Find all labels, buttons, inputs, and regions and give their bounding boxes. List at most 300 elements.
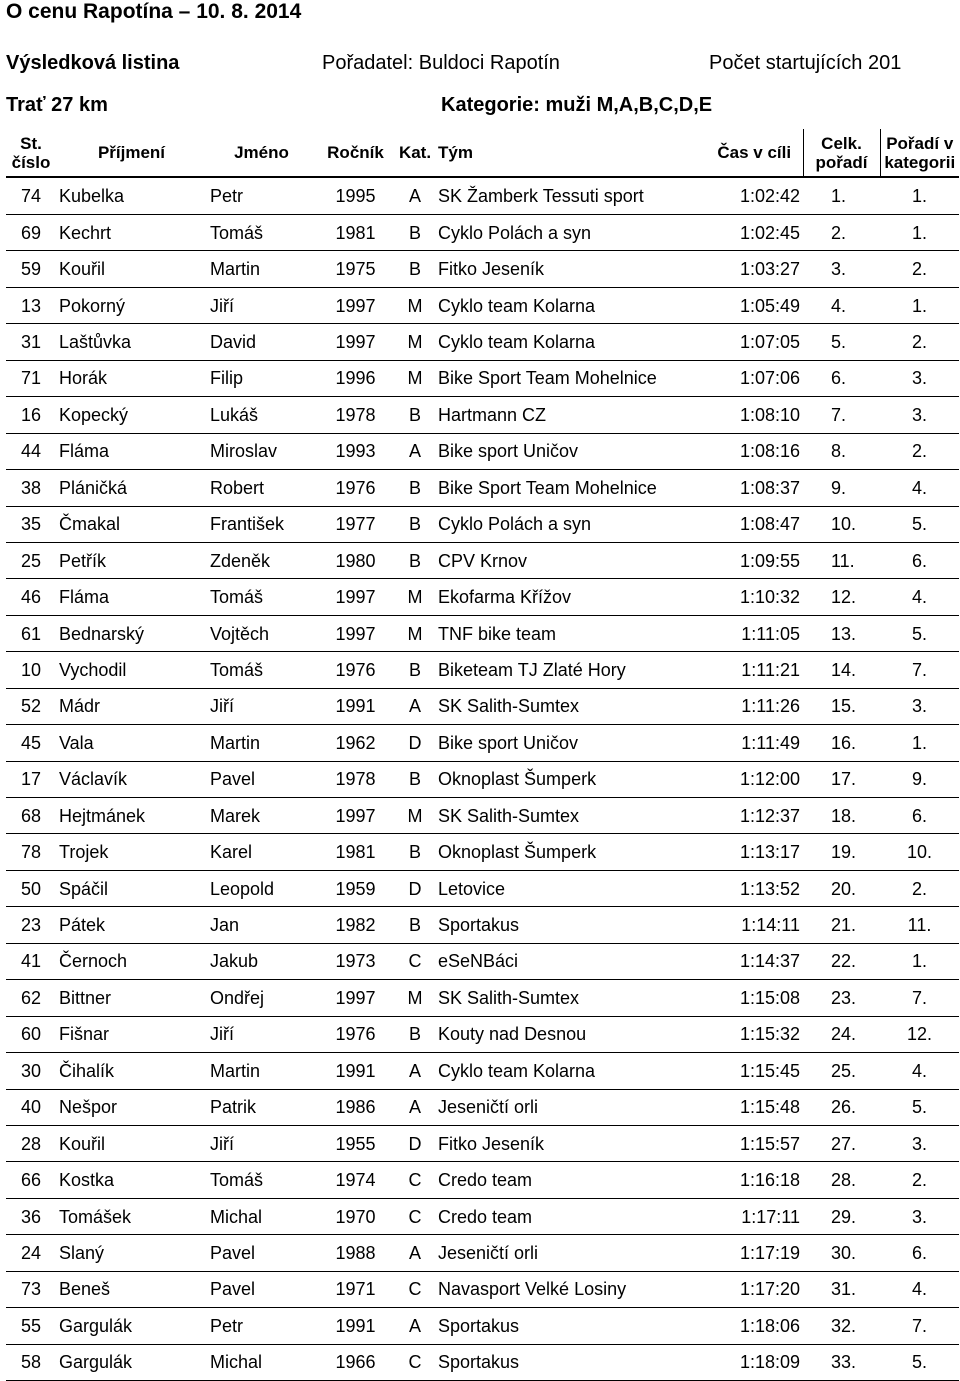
col-header-overall-rank: Celk. pořadí xyxy=(803,129,880,177)
cell-birth-year: 1966 xyxy=(316,1344,395,1380)
cell-category-rank: 2. xyxy=(880,1162,959,1198)
table-row xyxy=(6,470,959,506)
cell-surname: Kechrt xyxy=(56,215,207,251)
cell-finish-time: 1:13:52 xyxy=(706,870,803,906)
cell-start-number: 52 xyxy=(6,688,56,724)
cell-first-name: Martin xyxy=(207,1053,316,1089)
cell-surname: Kouřil xyxy=(56,251,207,287)
cell-category-rank: 3. xyxy=(880,688,959,724)
cell-finish-time: 1:08:37 xyxy=(706,470,803,506)
table-row xyxy=(6,798,959,834)
cell-category-rank: 1. xyxy=(880,215,959,251)
cell-birth-year: 1988 xyxy=(316,1235,395,1271)
cell-finish-time: 1:07:06 xyxy=(706,360,803,396)
cell-start-number: 71 xyxy=(6,360,56,396)
cell-finish-time: 1:02:45 xyxy=(706,215,803,251)
cell-surname: Bittner xyxy=(56,980,207,1016)
cell-start-number: 10 xyxy=(6,652,56,688)
table-row xyxy=(6,688,959,724)
cell-category-rank: 6. xyxy=(880,542,959,578)
cell-finish-time: 1:12:00 xyxy=(706,761,803,797)
cell-category-rank: 4. xyxy=(880,1271,959,1307)
cell-start-number: 17 xyxy=(6,761,56,797)
cell-first-name: Tomáš xyxy=(207,215,316,251)
cell-team: Jeseničtí orli xyxy=(435,1089,706,1125)
cell-birth-year: 1991 xyxy=(316,1053,395,1089)
cell-team: Kouty nad Desnou xyxy=(435,1016,706,1052)
cell-surname: Vychodil xyxy=(56,652,207,688)
cell-category: M xyxy=(395,360,435,396)
table-row xyxy=(6,324,959,360)
cell-birth-year: 1970 xyxy=(316,1198,395,1234)
cell-birth-year: 1975 xyxy=(316,251,395,287)
cell-finish-time: 1:02:42 xyxy=(706,177,803,215)
cell-birth-year: 1997 xyxy=(316,324,395,360)
table-row xyxy=(6,980,959,1016)
cell-category-rank: 4. xyxy=(880,470,959,506)
cell-team: Bike sport Uničov xyxy=(435,433,706,469)
cell-team: Cyklo Polách a syn xyxy=(435,215,706,251)
cell-finish-time: 1:05:49 xyxy=(706,287,803,323)
cell-birth-year: 1981 xyxy=(316,215,395,251)
col-header-team: Tým xyxy=(435,129,706,177)
col-header-time: Čas v cíli xyxy=(706,129,803,177)
cell-team: Bike sport Uničov xyxy=(435,725,706,761)
cell-team: Oknoplast Šumperk xyxy=(435,761,706,797)
cell-surname: Tomášek xyxy=(56,1198,207,1234)
cell-start-number: 78 xyxy=(6,834,56,870)
cell-overall-rank: 11. xyxy=(803,542,880,578)
cell-category-rank: 4. xyxy=(880,1053,959,1089)
cell-start-number: 31 xyxy=(6,324,56,360)
table-row xyxy=(6,725,959,761)
cell-first-name: Jiří xyxy=(207,1016,316,1052)
cell-finish-time: 1:08:16 xyxy=(706,433,803,469)
cell-finish-time: 1:10:32 xyxy=(706,579,803,615)
cell-birth-year: 1976 xyxy=(316,1016,395,1052)
table-row xyxy=(6,943,959,979)
cell-first-name: Robert xyxy=(207,470,316,506)
table-row xyxy=(6,1235,959,1271)
cell-team: SK Salith-Sumtex xyxy=(435,688,706,724)
cell-first-name: František xyxy=(207,506,316,542)
table-row xyxy=(6,1053,959,1089)
cell-category: M xyxy=(395,980,435,1016)
cell-team: Jeseničtí orli xyxy=(435,1235,706,1271)
cell-team: Credo team xyxy=(435,1198,706,1234)
cell-team: Sportakus xyxy=(435,1308,706,1344)
cell-surname: Pláničká xyxy=(56,470,207,506)
cell-finish-time: 1:14:11 xyxy=(706,907,803,943)
cell-first-name: Jiří xyxy=(207,1125,316,1161)
cell-first-name: Jiří xyxy=(207,287,316,323)
table-row xyxy=(6,870,959,906)
cell-category: B xyxy=(395,761,435,797)
cell-first-name: Martin xyxy=(207,725,316,761)
cell-birth-year: 1976 xyxy=(316,470,395,506)
cell-finish-time: 1:08:47 xyxy=(706,506,803,542)
cell-overall-rank: 25. xyxy=(803,1053,880,1089)
cell-category: B xyxy=(395,542,435,578)
cell-category-rank: 2. xyxy=(880,251,959,287)
cell-finish-time: 1:03:27 xyxy=(706,251,803,287)
cell-birth-year: 1997 xyxy=(316,798,395,834)
cell-birth-year: 1971 xyxy=(316,1271,395,1307)
cell-category: B xyxy=(395,215,435,251)
cell-overall-rank: 16. xyxy=(803,725,880,761)
cell-birth-year: 1991 xyxy=(316,688,395,724)
cell-category: A xyxy=(395,1089,435,1125)
cell-birth-year: 1997 xyxy=(316,579,395,615)
cell-team: Bike Sport Team Mohelnice xyxy=(435,360,706,396)
cell-surname: Kopecký xyxy=(56,397,207,433)
table-header-row xyxy=(6,129,959,177)
cell-first-name: Tomáš xyxy=(207,652,316,688)
cell-category: M xyxy=(395,615,435,651)
cell-birth-year: 1986 xyxy=(316,1089,395,1125)
col-header-name: Jméno xyxy=(207,129,316,177)
cell-birth-year: 1973 xyxy=(316,943,395,979)
cell-first-name: Tomáš xyxy=(207,579,316,615)
cell-surname: Slaný xyxy=(56,1235,207,1271)
cell-category-rank: 1. xyxy=(880,177,959,215)
cell-first-name: Jan xyxy=(207,907,316,943)
cell-birth-year: 1982 xyxy=(316,907,395,943)
cell-category-rank: 3. xyxy=(880,397,959,433)
table-row xyxy=(6,761,959,797)
cell-surname: Bednarský xyxy=(56,615,207,651)
cell-category-rank: 3. xyxy=(880,1125,959,1161)
table-row xyxy=(6,1089,959,1125)
cell-birth-year: 1996 xyxy=(316,360,395,396)
cell-team: Sportakus xyxy=(435,1344,706,1380)
cell-first-name: Michal xyxy=(207,1344,316,1380)
cell-surname: Václavík xyxy=(56,761,207,797)
cell-overall-rank: 30. xyxy=(803,1235,880,1271)
cell-first-name: Petr xyxy=(207,177,316,215)
cell-overall-rank: 15. xyxy=(803,688,880,724)
table-row xyxy=(6,1162,959,1198)
cell-overall-rank: 1. xyxy=(803,177,880,215)
cell-category: M xyxy=(395,287,435,323)
table-row xyxy=(6,1344,959,1380)
cell-category: B xyxy=(395,397,435,433)
cell-overall-rank: 21. xyxy=(803,907,880,943)
cell-surname: Horák xyxy=(56,360,207,396)
cell-category: D xyxy=(395,1125,435,1161)
cell-start-number: 36 xyxy=(6,1198,56,1234)
cell-start-number: 44 xyxy=(6,433,56,469)
cell-overall-rank: 7. xyxy=(803,397,880,433)
cell-start-number: 58 xyxy=(6,1344,56,1380)
cell-overall-rank: 22. xyxy=(803,943,880,979)
cell-overall-rank: 2. xyxy=(803,215,880,251)
table-row xyxy=(6,579,959,615)
cell-team: Cyklo team Kolarna xyxy=(435,287,706,323)
cell-team: Cyklo Polách a syn xyxy=(435,506,706,542)
category-label: Kategorie: muži M,A,B,C,D,E xyxy=(441,94,713,116)
cell-start-number: 61 xyxy=(6,615,56,651)
cell-overall-rank: 29. xyxy=(803,1198,880,1234)
cell-team: Navasport Velké Losiny xyxy=(435,1271,706,1307)
cell-surname: Beneš xyxy=(56,1271,207,1307)
cell-overall-rank: 18. xyxy=(803,798,880,834)
cell-first-name: Pavel xyxy=(207,761,316,797)
cell-start-number: 25 xyxy=(6,542,56,578)
cell-birth-year: 1955 xyxy=(316,1125,395,1161)
cell-team: SK Salith-Sumtex xyxy=(435,798,706,834)
cell-surname: Čihalík xyxy=(56,1053,207,1089)
cell-start-number: 38 xyxy=(6,470,56,506)
cell-category-rank: 7. xyxy=(880,980,959,1016)
cell-first-name: Pavel xyxy=(207,1235,316,1271)
cell-category-rank: 5. xyxy=(880,506,959,542)
cell-category: M xyxy=(395,579,435,615)
cell-team: Letovice xyxy=(435,870,706,906)
cell-category-rank: 3. xyxy=(880,1198,959,1234)
cell-category-rank: 1. xyxy=(880,725,959,761)
cell-surname: Mádr xyxy=(56,688,207,724)
cell-first-name: Martin xyxy=(207,251,316,287)
cell-first-name: Miroslav xyxy=(207,433,316,469)
cell-start-number: 46 xyxy=(6,579,56,615)
cell-finish-time: 1:07:05 xyxy=(706,324,803,360)
table-row xyxy=(6,615,959,651)
cell-surname: Černoch xyxy=(56,943,207,979)
cell-team: TNF bike team xyxy=(435,615,706,651)
cell-finish-time: 1:11:21 xyxy=(706,652,803,688)
cell-start-number: 28 xyxy=(6,1125,56,1161)
cell-category-rank: 6. xyxy=(880,798,959,834)
cell-birth-year: 1976 xyxy=(316,652,395,688)
cell-category-rank: 6. xyxy=(880,1235,959,1271)
cell-surname: Kouřil xyxy=(56,1125,207,1161)
cell-surname: Laštůvka xyxy=(56,324,207,360)
cell-finish-time: 1:13:17 xyxy=(706,834,803,870)
table-row xyxy=(6,1125,959,1161)
cell-category: C xyxy=(395,1344,435,1380)
cell-overall-rank: 31. xyxy=(803,1271,880,1307)
cell-category: M xyxy=(395,324,435,360)
cell-overall-rank: 3. xyxy=(803,251,880,287)
col-header-year: Ročník xyxy=(316,129,395,177)
cell-overall-rank: 12. xyxy=(803,579,880,615)
cell-start-number: 35 xyxy=(6,506,56,542)
cell-overall-rank: 24. xyxy=(803,1016,880,1052)
cell-team: eSeNBáci xyxy=(435,943,706,979)
cell-surname: Nešpor xyxy=(56,1089,207,1125)
table-row xyxy=(6,506,959,542)
cell-overall-rank: 33. xyxy=(803,1344,880,1380)
cell-category: B xyxy=(395,506,435,542)
cell-category-rank: 1. xyxy=(880,943,959,979)
cell-surname: Pokorný xyxy=(56,287,207,323)
cell-overall-rank: 5. xyxy=(803,324,880,360)
cell-category-rank: 11. xyxy=(880,907,959,943)
cell-category: B xyxy=(395,1016,435,1052)
cell-overall-rank: 10. xyxy=(803,506,880,542)
cell-category-rank: 1. xyxy=(880,287,959,323)
table-row xyxy=(6,433,959,469)
cell-finish-time: 1:18:09 xyxy=(706,1344,803,1380)
cell-team: Cyklo team Kolarna xyxy=(435,324,706,360)
cell-team: Oknoplast Šumperk xyxy=(435,834,706,870)
cell-category: B xyxy=(395,907,435,943)
cell-category: C xyxy=(395,943,435,979)
starters-count-label: Počet startujících 201 xyxy=(709,52,902,74)
cell-category: A xyxy=(395,688,435,724)
cell-team: SK Žamberk Tessuti sport xyxy=(435,177,706,215)
table-row xyxy=(6,360,959,396)
cell-surname: Hejtmánek xyxy=(56,798,207,834)
results-table xyxy=(6,129,959,1381)
cell-team: Bike Sport Team Mohelnice xyxy=(435,470,706,506)
cell-start-number: 62 xyxy=(6,980,56,1016)
cell-category: A xyxy=(395,433,435,469)
cell-team: Credo team xyxy=(435,1162,706,1198)
cell-birth-year: 1962 xyxy=(316,725,395,761)
cell-category-rank: 2. xyxy=(880,870,959,906)
cell-category: M xyxy=(395,798,435,834)
cell-team: Sportakus xyxy=(435,907,706,943)
cell-finish-time: 1:14:37 xyxy=(706,943,803,979)
cell-finish-time: 1:17:19 xyxy=(706,1235,803,1271)
cell-category-rank: 10. xyxy=(880,834,959,870)
cell-category-rank: 5. xyxy=(880,1344,959,1380)
cell-surname: Spáčil xyxy=(56,870,207,906)
cell-birth-year: 1995 xyxy=(316,177,395,215)
cell-surname: Pátek xyxy=(56,907,207,943)
col-header-start-number: St. číslo xyxy=(6,129,56,177)
cell-birth-year: 1980 xyxy=(316,542,395,578)
cell-team: Ekofarma Křížov xyxy=(435,579,706,615)
cell-team: SK Salith-Sumtex xyxy=(435,980,706,1016)
table-row xyxy=(6,652,959,688)
table-row xyxy=(6,1198,959,1234)
cell-overall-rank: 27. xyxy=(803,1125,880,1161)
cell-category: B xyxy=(395,834,435,870)
cell-overall-rank: 9. xyxy=(803,470,880,506)
cell-birth-year: 1978 xyxy=(316,397,395,433)
cell-finish-time: 1:09:55 xyxy=(706,542,803,578)
cell-finish-time: 1:11:05 xyxy=(706,615,803,651)
cell-start-number: 74 xyxy=(6,177,56,215)
cell-first-name: Tomáš xyxy=(207,1162,316,1198)
cell-first-name: Lukáš xyxy=(207,397,316,433)
cell-start-number: 24 xyxy=(6,1235,56,1271)
cell-start-number: 59 xyxy=(6,251,56,287)
cell-overall-rank: 13. xyxy=(803,615,880,651)
cell-first-name: Zdeněk xyxy=(207,542,316,578)
cell-overall-rank: 26. xyxy=(803,1089,880,1125)
cell-category: A xyxy=(395,1308,435,1344)
organizer-label: Pořadatel: Buldoci Rapotín xyxy=(322,52,560,74)
cell-category-rank: 5. xyxy=(880,615,959,651)
table-row xyxy=(6,1016,959,1052)
track-label: Trať 27 km xyxy=(6,94,108,116)
cell-start-number: 16 xyxy=(6,397,56,433)
table-row xyxy=(6,1308,959,1344)
cell-start-number: 60 xyxy=(6,1016,56,1052)
cell-finish-time: 1:08:10 xyxy=(706,397,803,433)
cell-category: A xyxy=(395,1053,435,1089)
table-row xyxy=(6,397,959,433)
cell-category-rank: 5. xyxy=(880,1089,959,1125)
cell-start-number: 30 xyxy=(6,1053,56,1089)
cell-category: A xyxy=(395,1235,435,1271)
table-row xyxy=(6,834,959,870)
cell-birth-year: 1997 xyxy=(316,980,395,1016)
table-row xyxy=(6,251,959,287)
cell-surname: Gargulák xyxy=(56,1308,207,1344)
cell-category: C xyxy=(395,1198,435,1234)
cell-surname: Vala xyxy=(56,725,207,761)
cell-finish-time: 1:11:49 xyxy=(706,725,803,761)
cell-team: Fitko Jeseník xyxy=(435,251,706,287)
cell-start-number: 73 xyxy=(6,1271,56,1307)
cell-category-rank: 3. xyxy=(880,360,959,396)
cell-finish-time: 1:15:57 xyxy=(706,1125,803,1161)
results-list-label: Výsledková listina xyxy=(6,52,180,74)
cell-finish-time: 1:15:48 xyxy=(706,1089,803,1125)
cell-start-number: 23 xyxy=(6,907,56,943)
results-table-body xyxy=(6,177,959,1381)
table-row xyxy=(6,907,959,943)
cell-first-name: Vojtěch xyxy=(207,615,316,651)
cell-first-name: Leopold xyxy=(207,870,316,906)
cell-team: Cyklo team Kolarna xyxy=(435,1053,706,1089)
cell-overall-rank: 20. xyxy=(803,870,880,906)
table-row xyxy=(6,215,959,251)
cell-birth-year: 1991 xyxy=(316,1308,395,1344)
cell-first-name: Jiří xyxy=(207,688,316,724)
cell-first-name: Karel xyxy=(207,834,316,870)
cell-overall-rank: 6. xyxy=(803,360,880,396)
cell-first-name: Michal xyxy=(207,1198,316,1234)
cell-birth-year: 1981 xyxy=(316,834,395,870)
cell-team: Biketeam TJ Zlaté Hory xyxy=(435,652,706,688)
cell-start-number: 13 xyxy=(6,287,56,323)
cell-birth-year: 1993 xyxy=(316,433,395,469)
table-row xyxy=(6,177,959,215)
cell-first-name: Patrik xyxy=(207,1089,316,1125)
cell-team: Hartmann CZ xyxy=(435,397,706,433)
col-header-category: Kat. xyxy=(395,129,435,177)
cell-category: B xyxy=(395,470,435,506)
cell-surname: Kubelka xyxy=(56,177,207,215)
cell-finish-time: 1:15:32 xyxy=(706,1016,803,1052)
cell-start-number: 50 xyxy=(6,870,56,906)
cell-start-number: 41 xyxy=(6,943,56,979)
cell-team: Fitko Jeseník xyxy=(435,1125,706,1161)
table-row xyxy=(6,287,959,323)
cell-category-rank: 9. xyxy=(880,761,959,797)
cell-overall-rank: 14. xyxy=(803,652,880,688)
cell-start-number: 55 xyxy=(6,1308,56,1344)
cell-category: D xyxy=(395,870,435,906)
cell-surname: Petřík xyxy=(56,542,207,578)
cell-start-number: 66 xyxy=(6,1162,56,1198)
cell-first-name: David xyxy=(207,324,316,360)
cell-category: A xyxy=(395,177,435,215)
cell-surname: Fláma xyxy=(56,433,207,469)
cell-category-rank: 7. xyxy=(880,652,959,688)
cell-overall-rank: 4. xyxy=(803,287,880,323)
cell-first-name: Petr xyxy=(207,1308,316,1344)
cell-finish-time: 1:16:18 xyxy=(706,1162,803,1198)
cell-finish-time: 1:15:08 xyxy=(706,980,803,1016)
cell-category-rank: 4. xyxy=(880,579,959,615)
